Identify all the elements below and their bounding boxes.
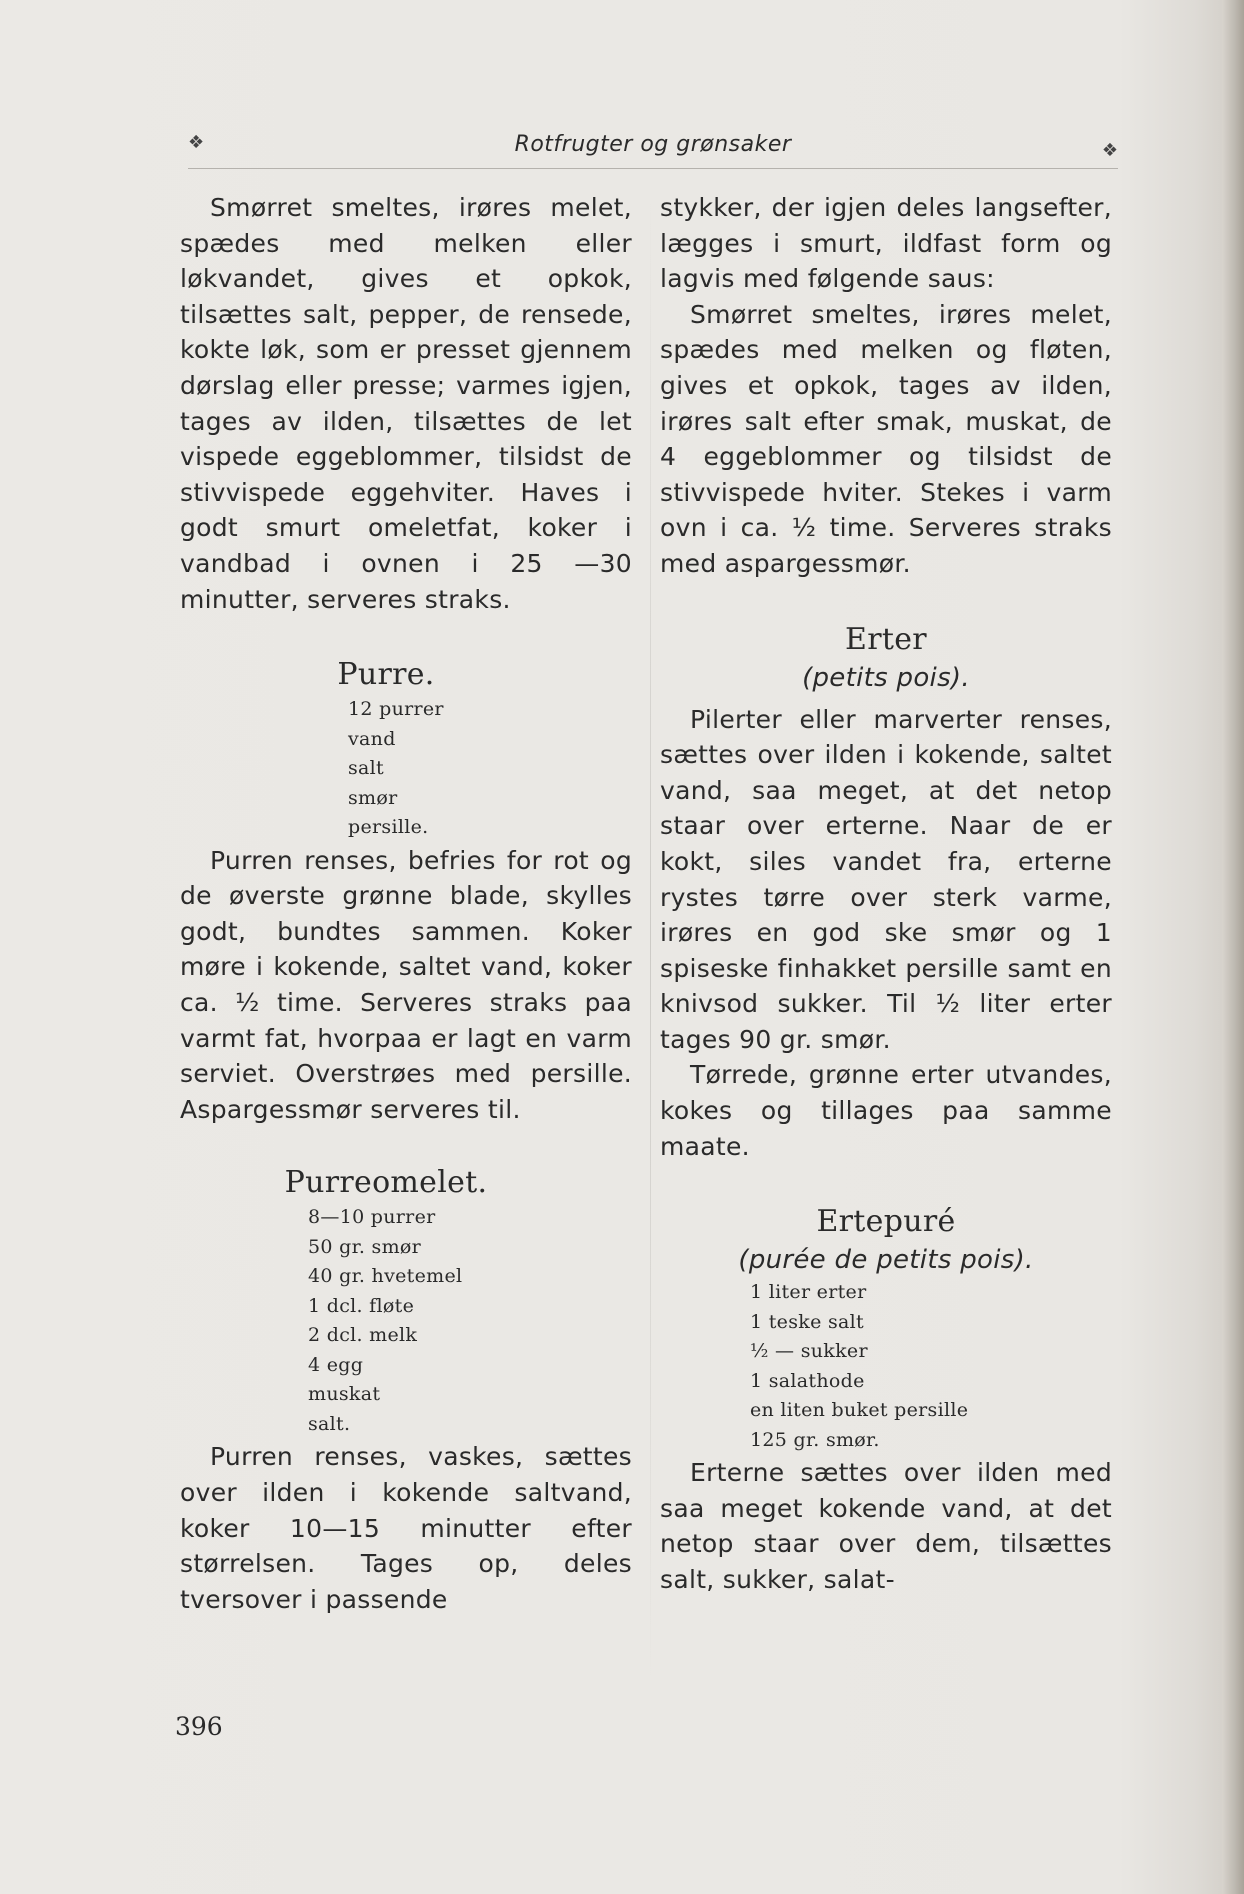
ingredient-item: 2 dcl. melk bbox=[308, 1324, 418, 1347]
ornament-right-icon: ❖ bbox=[1101, 140, 1118, 161]
ingredient-item: 125 gr. smør. bbox=[750, 1428, 880, 1451]
page-edge bbox=[1222, 0, 1244, 1894]
ingredient-item: 1 dcl. fløte bbox=[308, 1294, 415, 1317]
ornament-left-icon: ❖ bbox=[188, 132, 205, 153]
ingredient-item: 1 salathode bbox=[750, 1369, 865, 1392]
recipe-subtitle-erterpure: (purée de petits pois). bbox=[738, 1245, 1034, 1276]
ingredients-purreomelet bbox=[308, 1203, 632, 1439]
recipe-subtitle-erter: (petits pois). bbox=[802, 662, 970, 693]
ingredient-item: salt bbox=[348, 757, 384, 780]
ingredient-item: muskat bbox=[308, 1383, 381, 1406]
left-column bbox=[180, 190, 632, 1617]
ingredient-item: persille. bbox=[348, 816, 429, 839]
column-divider bbox=[650, 195, 651, 1685]
running-title: Rotfrugter og grønsaker bbox=[514, 132, 792, 157]
erter-method: Pilerter eller marverter renses, sættes over ilden i kokende, saltet vand, saa meget, at det netop staar over erterne. Naar de er kokt, siles vandet fra, erterne rystes tørre over sterk varme, irøres en god ske smør og 1 spiseske finhakket persille samt en knivsod sukker. Til ½ liter erter tages 90 gr. smør. bbox=[660, 704, 1112, 1054]
ingredient-item: smør bbox=[348, 786, 398, 809]
recipe-title-erterpure: Ertepuré bbox=[816, 1204, 956, 1240]
ingredients-erterpure bbox=[750, 1278, 1112, 1455]
continuation-paragraph: stykker, der igjen deles langsefter, lægges i smurt, ildfast form og lagvis med følgende saus: bbox=[660, 193, 1112, 294]
right-column bbox=[660, 190, 1112, 1598]
ingredient-item: 1 teske salt bbox=[750, 1310, 864, 1333]
running-header bbox=[188, 128, 1118, 169]
ingredient-item: vand bbox=[348, 727, 396, 750]
recipe-title-erter: Erter bbox=[845, 621, 927, 657]
purreomelet-method: Purren renses, vaskes, sættes over ilden i kokende saltvand, koker 10—15 minutter efter størrelsen. Tages op, deles tversover i passende bbox=[180, 1442, 632, 1614]
ingredient-item: ½ — sukker bbox=[750, 1340, 868, 1363]
recipe-title-purreomelet: Purreomelet. bbox=[284, 1165, 488, 1201]
ingredient-item: 40 gr. hvetemel bbox=[308, 1265, 463, 1288]
erter-note: Tørrede, grønne erter utvandes, kokes og tillages paa samme maate. bbox=[660, 1060, 1112, 1161]
recipe-title-purre: Purre. bbox=[337, 657, 435, 693]
purre-method: Purren renses, befries for rot og de øverste grønne blade, skylles godt, bundtes sammen. Koker møre i kokende, saltet vand, koker ca. ½ time. Serveres straks paa varmt fat, hvorpaa er lagt en varm serviet. Overstrøes med persille. Aspargessmør serveres til. bbox=[180, 845, 632, 1124]
ingredient-item: 4 egg bbox=[308, 1353, 364, 1376]
ingredients-purre bbox=[348, 695, 632, 843]
ingredient-item: 8—10 purrer bbox=[308, 1206, 436, 1229]
ingredient-item: 12 purrer bbox=[348, 698, 444, 721]
intro-paragraph: Smørret smeltes, irøres melet, spædes med melken eller løkvandet, gives et opkok, tilsættes salt, pepper, de rensede, kokte løk, som er presset gjennem dørslag eller presse; varmes igjen, tages av ilden, tilsættes de let vispede eggeblommer, tilsidst de stivvispede eggehviter. Haves i godt smurt omeletfat, koker i vandbad i ovnen i 25 —30 minutter, serveres straks. bbox=[180, 193, 632, 614]
sauce-paragraph: Smørret smeltes, irøres melet, spædes med melken og fløten, gives et opkok, tages av ilden, irøres salt efter smak, muskat, de 4 eggeblommer og tilsidst de stivvispede hviter. Stekes i varm ovn i ca. ½ time. Serveres straks med aspargessmør. bbox=[660, 299, 1112, 578]
ingredient-item: 50 gr. smør bbox=[308, 1235, 422, 1258]
ingredient-item: 1 liter erter bbox=[750, 1281, 867, 1304]
ingredient-item: en liten buket persille bbox=[750, 1399, 969, 1422]
page-number: 396 bbox=[175, 1712, 223, 1741]
erterpure-method: Erterne sættes over ilden med saa meget kokende vand, at det netop staar over dem, tilsættes salt, sukker, salat- bbox=[660, 1458, 1112, 1595]
ingredient-item: salt. bbox=[308, 1412, 351, 1435]
